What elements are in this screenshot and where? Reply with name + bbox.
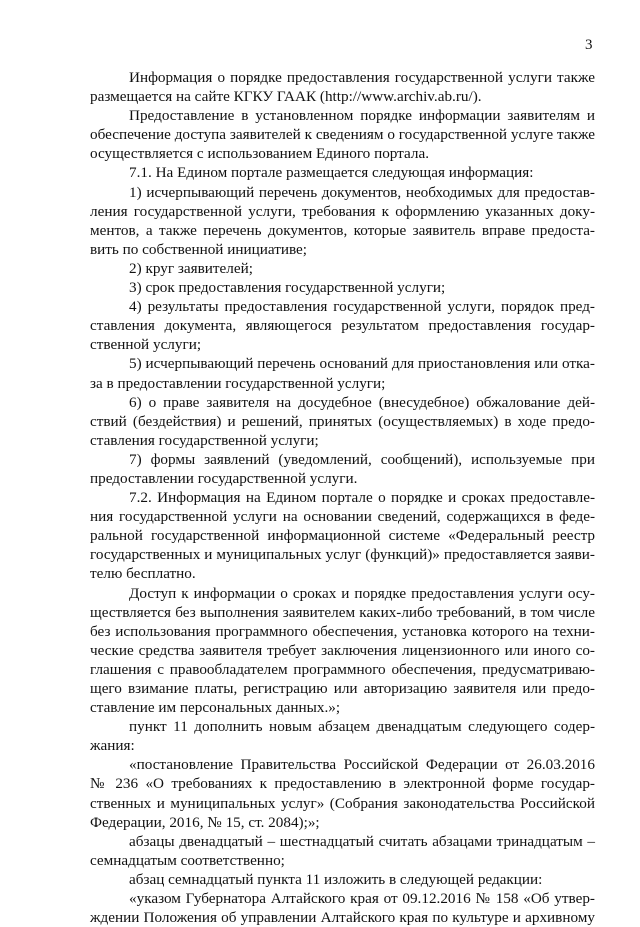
text-line: 3) срок предоставления государственной услуги; [129,279,446,297]
text-line: Доступ к информации о сроках и порядке предоставления услуги осу- [129,584,595,602]
text-line: Предоставление в установленном порядке информации заявителям и [129,107,595,125]
text-line: телю бесплатно. [90,565,196,583]
page-number: 3 [585,37,593,53]
text-line: семнадцатым соответственно; [90,851,285,869]
text-line: жания: [90,737,135,755]
text-line: без использования программного обеспечения, установка которого на техни- [90,622,595,640]
text-line: ждении Положения об управлении Алтайского края по культуре и архивному [90,909,595,927]
text-line: 6) о праве заявителя на досудебное (внесудебное) обжалование дей- [129,393,595,411]
text-line: 2) круг заявителей; [129,259,253,277]
text-line: абзацы двенадцатый – шестнадцатый считать абзацами тринадцатым – [129,832,595,850]
text-line: 1) исчерпывающий перечень документов, необходимых для предостав- [129,183,595,201]
text-line: вить по собственной инициативе; [90,240,308,258]
text-line: «постановление Правительства Российской Федерации от 26.03.2016 [129,756,595,774]
text-line: обеспечение доступа заявителей к сведениям о государственной услуге также [90,126,595,144]
text-line: осуществляется с использованием Единого портала. [90,145,429,163]
text-line: ставление им персональных данных.»; [90,699,341,717]
text-line: ления государственной услуги, требования к оформлению указанных доку- [90,202,595,220]
text-line: размещается на сайте КГКУ ГААК (http://www.archiv.ab.ru/). [90,88,482,106]
text-line: абзац семнадцатый пункта 11 изложить в следующей редакции: [129,870,543,888]
text-line: ральной государственной информационной системе «Федеральный реестр [90,527,595,545]
text-line: за в предоставлении государственной услуги; [90,374,386,392]
text-line: 5) исчерпывающий перечень оснований для приостановления или отка- [129,355,595,373]
text-line: ментов, а также перечень документов, которые заявитель вправе предоста- [90,221,595,239]
text-line: ставления государственной услуги; [90,431,319,449]
text-line: пункт 11 дополнить новым абзацем двенадцатым следующего содер- [129,718,595,736]
text-line: ствий (бездействия) и решений, принятых (осуществляемых) в ходе предо- [90,412,595,430]
text-line: государственных и муниципальных услуг (функций)» предоставляется заяви- [90,546,595,564]
text-line: ставления документа, являющегося результатом предоставления государ- [90,317,595,335]
text-line: 7) формы заявлений (уведомлений, сообщений), используемые при [129,450,595,468]
text-line: предоставлении государственной услуги. [90,469,358,487]
text-line: Федерации, 2016, № 15, ст. 2084);»; [90,813,320,831]
text-line: 7.2. Информация на Едином портале о порядке и сроках предоставле- [129,489,595,507]
text-line: ческие средства заявителя требует заключения лицензионного или иного со- [90,641,595,659]
text-line: ственных и муниципальных услуг» (Собрания законодательства Российской [90,794,595,812]
text-line: глашения с правообладателем программного обеспечения, предусматриваю- [90,660,595,678]
text-line: щего взимание платы, регистрацию или авторизацию заявителя или предо- [90,680,595,697]
text-line: ния государственной услуги на основании сведений, содержащихся в феде- [90,508,595,526]
text-line: ществляется без выполнения заявителем каких-либо требований, в том числе [90,603,595,621]
text-line: «указом Губернатора Алтайского края от 09.12.2016 № 158 «Об утвер- [129,890,595,908]
text-line: № 236 «О требованиях к предоставлению в электронной форме государ- [90,775,595,793]
document-body [90,68,595,927]
text-line: ственной услуги; [90,336,202,354]
text-line: 7.1. На Едином портале размещается следующая информация: [129,164,534,182]
text-line: 4) результаты предоставления государственной услуги, порядок пред- [129,298,595,316]
text-line: Информация о порядке предоставления государственной услуги также [129,69,595,86]
